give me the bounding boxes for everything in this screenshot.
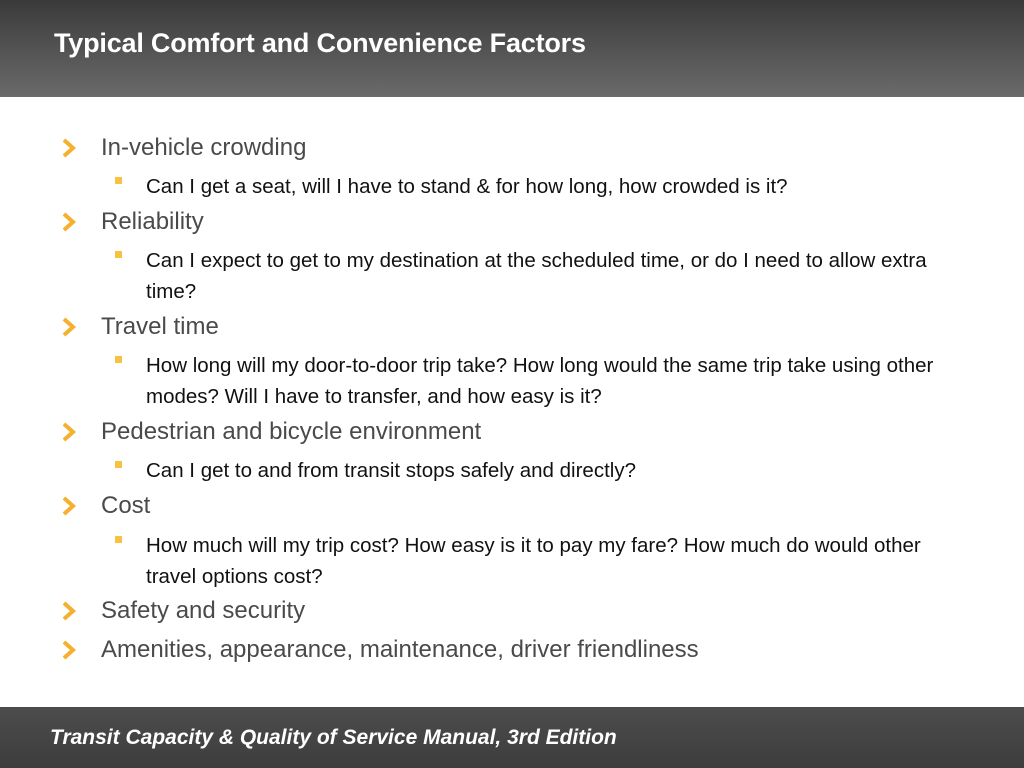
bullet-label: Cost (101, 492, 151, 519)
square-bullet-icon (115, 536, 122, 543)
square-bullet-icon (115, 177, 122, 184)
footer-text: Transit Capacity & Quality of Service Manual, 3rd Edition (50, 726, 617, 749)
chevron-right-icon (60, 421, 78, 443)
sub-bullet-text: Can I get to and from transit stops safely and directly? (146, 459, 636, 482)
chevron-right-icon (60, 137, 78, 159)
bullet-label: In-vehicle crowding (101, 134, 307, 161)
square-bullet-icon (115, 356, 122, 363)
chevron-right-icon (60, 495, 78, 517)
bullet-label: Travel time (101, 313, 219, 340)
bullet-label: Pedestrian and bicycle environment (101, 418, 482, 445)
chevron-right-icon (60, 211, 78, 233)
chevron-right-icon (60, 316, 78, 338)
square-bullet-icon (115, 251, 122, 258)
bullet-label: Reliability (101, 208, 204, 235)
sub-bullet-text: Can I get a seat, will I have to stand & for how long, how crowded is it? (146, 175, 788, 198)
sub-bullet-text: How long will my door-to-door trip take? How long would the same trip take using other modes? Will I have to transfer, and how easy is it? (146, 354, 934, 408)
bullet-label: Amenities, appearance, maintenance, driver friendliness (101, 636, 699, 663)
header-bar (0, 0, 1024, 97)
bullet-label: Safety and security (101, 597, 306, 624)
sub-bullet-text: How much will my trip cost? How easy is it to pay my fare? How much do would other travel options cost? (146, 534, 921, 588)
slide-title: Typical Comfort and Convenience Factors (54, 28, 586, 58)
sub-bullet-text: Can I expect to get to my destination at the scheduled time, or do I need to allow extra time? (146, 249, 927, 303)
square-bullet-icon (115, 461, 122, 468)
chevron-right-icon (60, 600, 78, 622)
chevron-right-icon (60, 639, 78, 661)
footer-bar (0, 707, 1024, 768)
